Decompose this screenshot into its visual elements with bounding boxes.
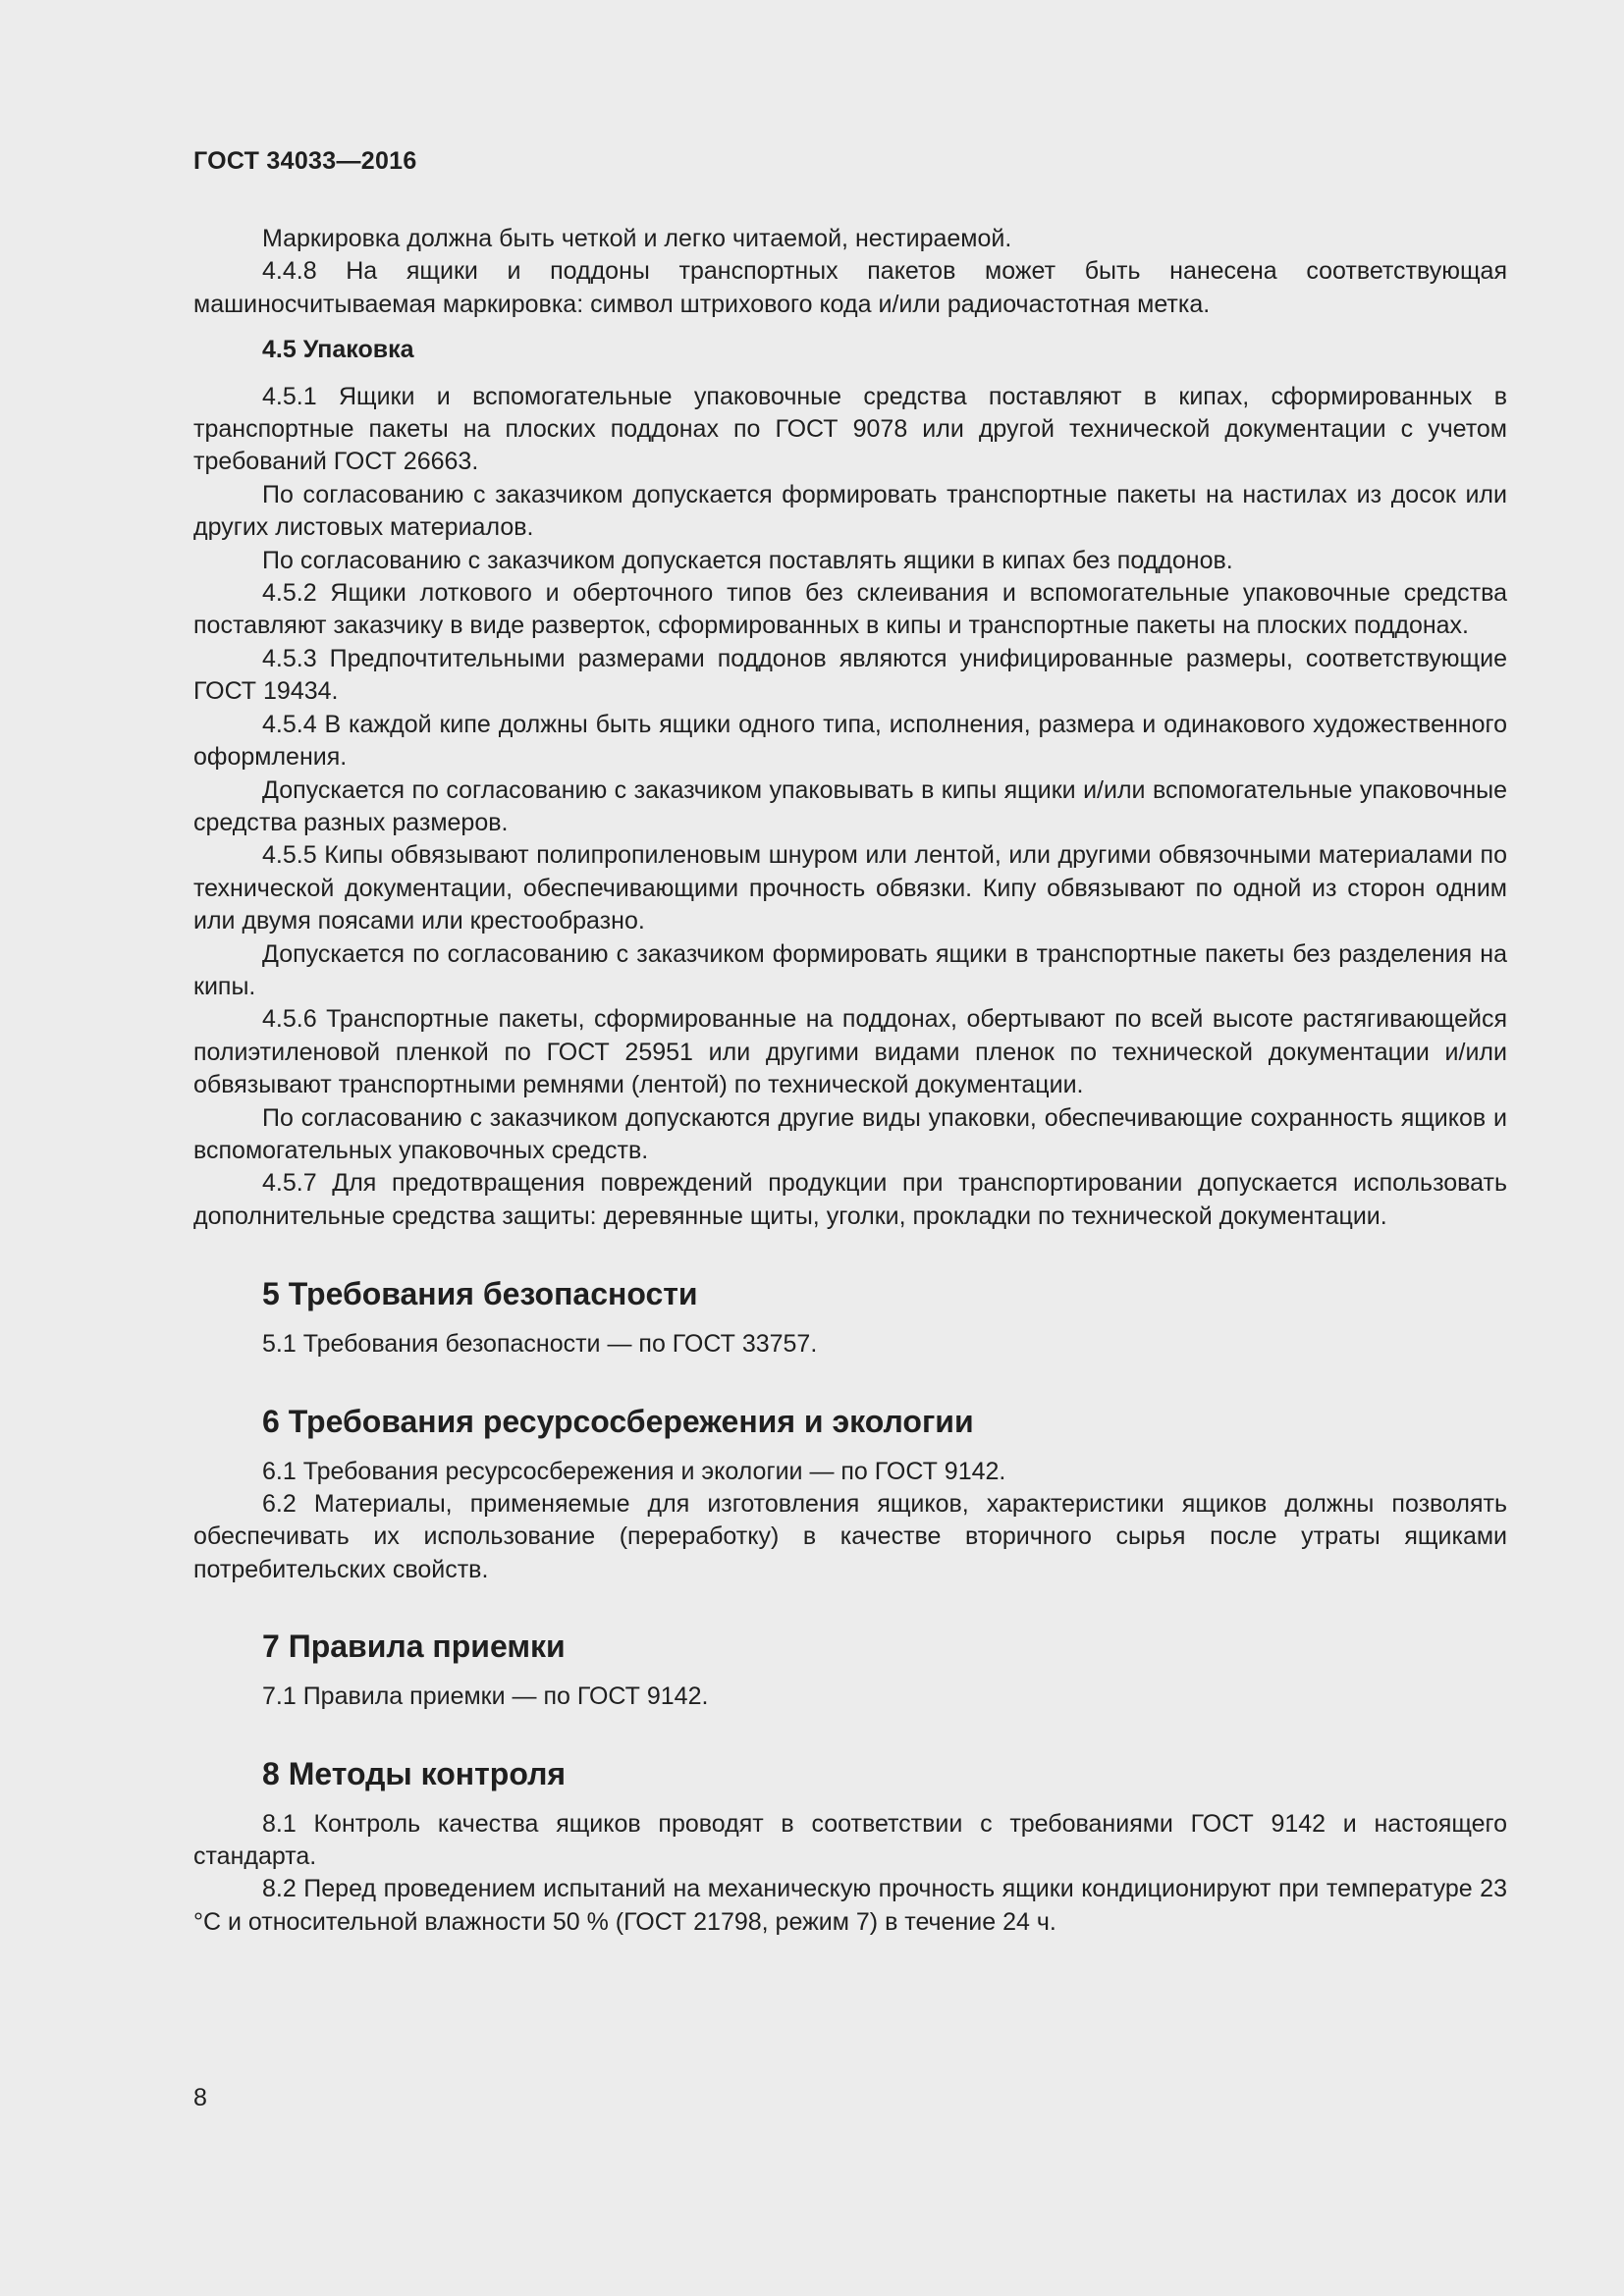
paragraph-4-5-7: 4.5.7 Для предотвращения повреждений продукции при транспортировании допускается использовать дополнительные средства защиты: деревянные щиты, уголки, прокладки по технической документации. (193, 1169, 1507, 1230)
paragraph-4-4-8: 4.4.8 На ящики и поддоны транспортных пакетов может быть нанесена соответствующая машиносчитываемая маркировка: символ штрихового кода и/или радиочастотная метка. (193, 257, 1507, 318)
paragraph-4-5-5: 4.5.5 Кипы обвязывают полипропиленовым шнуром или лентой, или другими обвязочными материалами по технической документации, обеспечивающими прочность обвязки. Кипу обвязывают по одной из сторон одним или двумя поясами или крестообразно. (193, 841, 1507, 935)
paragraph-no-pallets: По согласованию с заказчиком допускается поставлять ящики в кипах без поддонов. (262, 546, 1233, 574)
paragraph-4-5-6: 4.5.6 Транспортные пакеты, сформированные на поддонах, обертывают по всей высоте растягивающейся полиэтиленовой пленкой по ГОСТ 25951 или другими видами пленок по технической документации и/или обвязывают транспортными ремнями (лентой) по технической документации. (193, 1005, 1507, 1099)
subsection-heading-4-5: 4.5 Упаковка (262, 336, 414, 364)
paragraph-7-1: 7.1 Правила приемки — по ГОСТ 9142. (262, 1682, 709, 1711)
page-body (193, 223, 1507, 1939)
paragraph-6-1: 6.1 Требования ресурсосбережения и экологии — по ГОСТ 9142. (262, 1457, 1006, 1485)
section-heading-5: 5 Требования безопасности (262, 1276, 698, 1312)
paragraph-marking-readable: Маркировка должна быть четкой и легко читаемой, нестираемой. (262, 225, 1012, 252)
paragraph-8-2: 8.2 Перед проведением испытаний на механическую прочность ящики кондиционируют при температуре 23 °С и относительной влажности 50 % (ГОСТ 21798, режим 7) в течение 24 ч. (193, 1875, 1507, 1936)
paragraph-pallet-flooring: По согласованию с заказчиком допускается формировать транспортные пакеты на настилах из досок или других листовых материалов. (193, 480, 1507, 542)
paragraph-4-5-1: 4.5.1 Ящики и вспомогательные упаковочные средства поставляют в кипах, сформированных в транспортные пакеты на плоских поддонах по ГОСТ 9078 или другой технической документации с учетом требований ГОСТ 26663. (193, 382, 1507, 476)
page-number: 8 (193, 2084, 207, 2111)
page-header-standard-id: ГОСТ 34033—2016 (193, 147, 417, 175)
paragraph-no-bales: Допускается по согласованию с заказчиком формировать ящики в транспортные пакеты без разделения на кипы. (193, 939, 1507, 1000)
paragraph-4-5-2: 4.5.2 Ящики лоткового и оберточного типов без склеивания и вспомогательные упаковочные средства поставляют заказчику в виде разверток, сформированных в кипы и транспортные пакеты на плоских поддонах. (193, 579, 1507, 640)
section-heading-6: 6 Требования ресурсосбережения и экологии (262, 1403, 974, 1439)
section-heading-7: 7 Правила приемки (262, 1629, 566, 1665)
paragraph-6-2: 6.2 Материалы, применяемые для изготовления ящиков, характеристики ящиков должны позволять обеспечивать их использование (переработку) в качестве вторичного сырья после утраты ящиками потребительских свойств. (193, 1490, 1507, 1583)
paragraph-8-1: 8.1 Контроль качества ящиков проводят в соответствии с требованиями ГОСТ 9142 и настоящего стандарта. (193, 1809, 1507, 1871)
paragraph-4-5-4: 4.5.4 В каждой кипе должны быть ящики одного типа, исполнения, размера и одинакового художественного оформления. (193, 710, 1507, 772)
section-heading-8: 8 Методы контроля (262, 1755, 567, 1791)
paragraph-4-5-3: 4.5.3 Предпочтительными размерами поддонов являются унифицированные размеры, соответствующие ГОСТ 19434. (193, 644, 1507, 706)
paragraph-mixed-sizes: Допускается по согласованию с заказчиком упаковывать в кипы ящики и/или вспомогательные упаковочные средства разных размеров. (193, 775, 1507, 836)
paragraph-5-1: 5.1 Требования безопасности — по ГОСТ 33757. (262, 1330, 818, 1359)
paragraph-other-packaging: По согласованию с заказчиком допускаются другие виды упаковки, обеспечивающие сохранность ящиков и вспомогательных упаковочных средств. (193, 1103, 1507, 1164)
